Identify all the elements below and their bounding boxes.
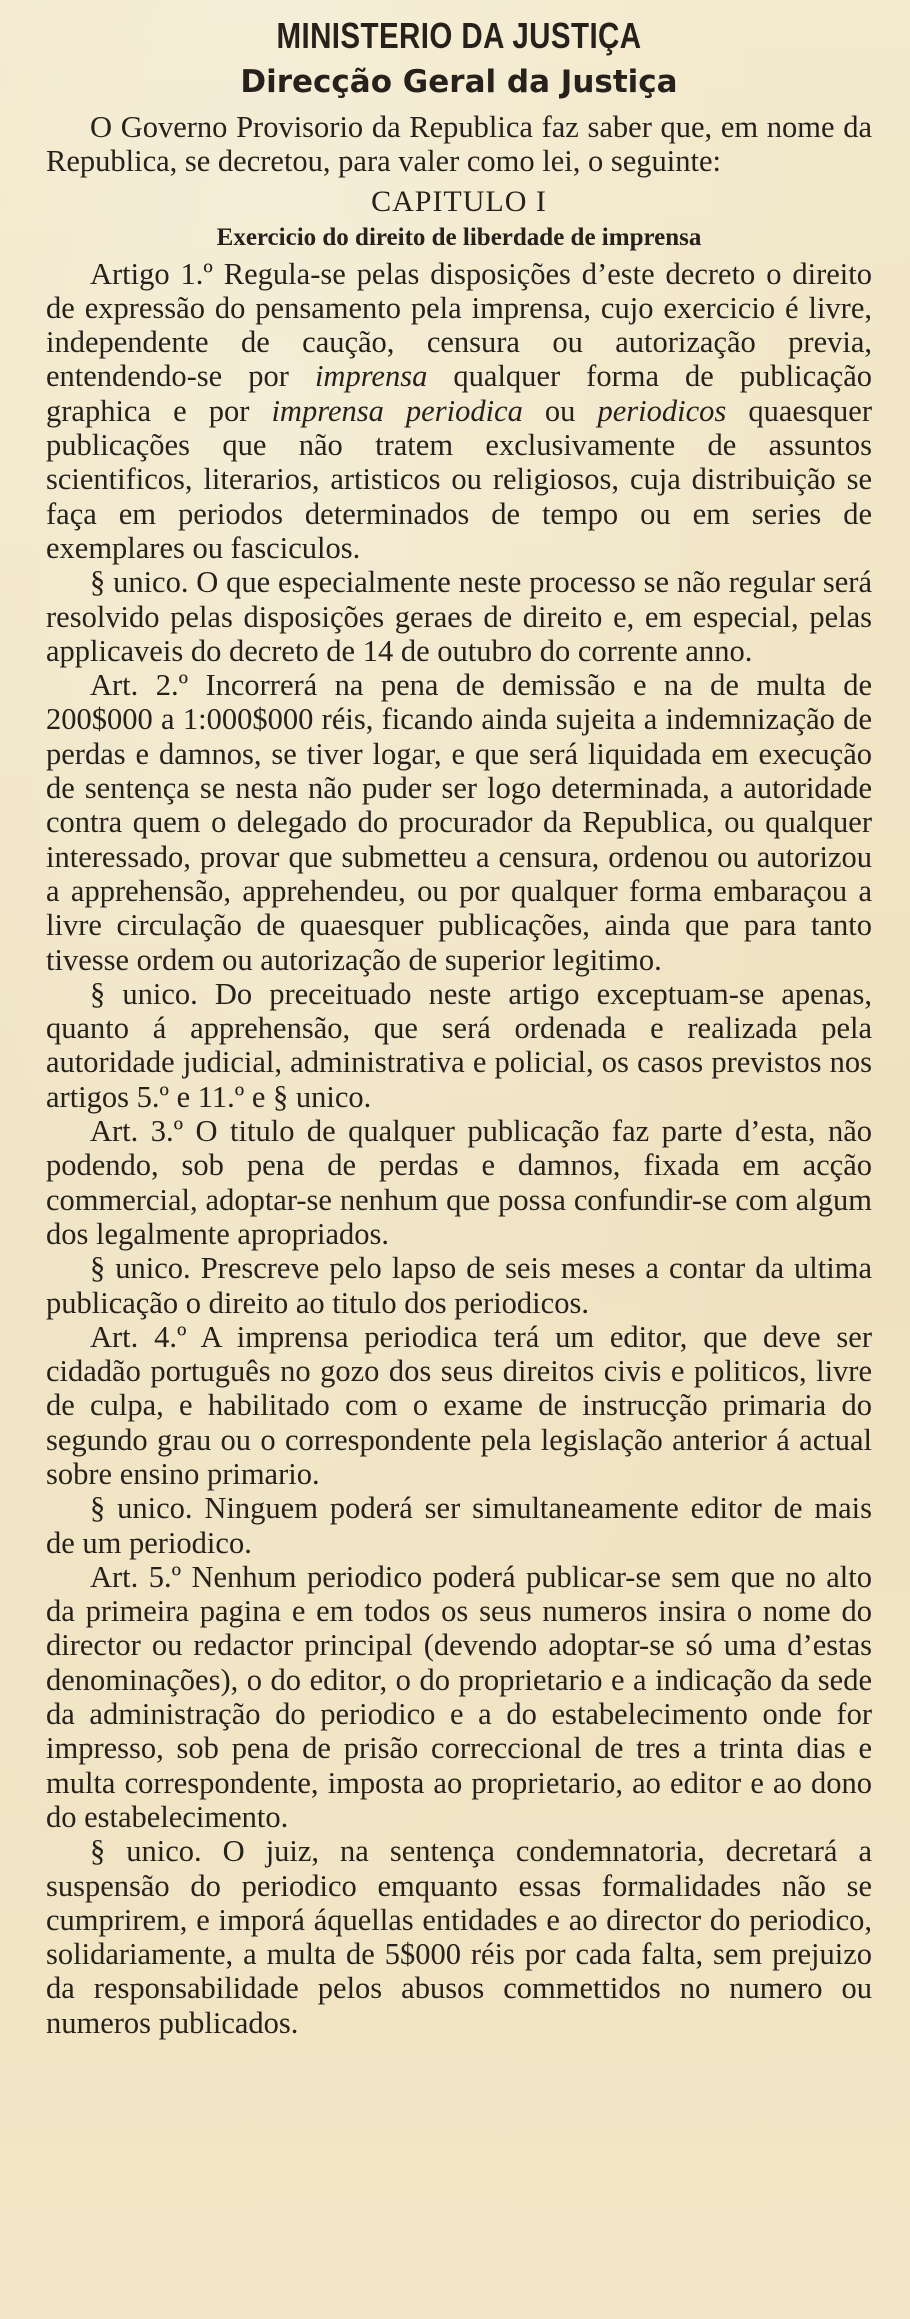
chapter-subtitle: Exercicio do direito de liberdade de imprensa <box>216 223 702 251</box>
article-1-text-d: quaesquer publicações que não tratem exclusivamente de assuntos scientificos, literarios, artisticos ou religiosos, cuja distribuição se faça em periodos determinados de tempo ou em series de exemplares ou fasciculos. <box>46 393 873 565</box>
decree-intro: O Governo Provisorio da Republica faz saber que, em nome da Republica, se decretou, para valer como lei, o seguinte: <box>46 110 872 179</box>
article-2-paragraph-unico: § unico. Do preceituado neste artigo exceptuam-se apenas, quanto á apprehensão, que será ordenada e realizada pela autoridade judicial, administrativa e policial, os casos previstos nos artigos 5.º e 11.º e § unico. <box>46 976 872 1114</box>
article-1-text-a: Artigo 1.º Regula-se pelas disposições d’este decreto o direito de expressão do pensamento pela imprensa, cujo exercicio é livre, independente de caução, censura ou autorização previa, entendendo-se por <box>46 256 872 394</box>
article-1-text-b: qualquer forma de publicação graphica e por <box>46 359 872 428</box>
article-1-text-c: ou <box>522 393 598 428</box>
article-1-paragraph-unico: § unico. O que especialmente neste processo se não regular será resolvido pelas disposições geraes de direito e, em especial, pelas applicaveis do decreto de 14 de outubro do corrente anno. <box>46 565 872 668</box>
chapter-title: CAPITULO I <box>371 184 547 218</box>
article-4: Art. 4.º A imprensa periodica terá um editor, que deve ser cidadão português no gozo dos seus direitos civis e politicos, livre de culpa, e habilitado com o exame de instrucção primaria do segundo grau ou o correspondente pela legislação anterior á actual sobre ensino primario. <box>46 1319 872 1491</box>
article-2: Art. 2.º Incorrerá na pena de demissão e na de multa de 200$000 a 1:000$000 réis, ficando ainda sujeita a indemnização de perdas e damnos, se tiver logar, e que será liquidada em execução de sentença se nesta não puder ser logo determinada, a autoridade contra quem o delegado do procurador da Republica, ou qualquer interessado, provar que submetteu a censura, ordenou ou autorizou a apprehensão, apprehendeu, ou por qualquer forma embaraçou a livre circulação de quaesquer publicações, ainda que para tanto tivesse ordem ou autorização de superior legitimo. <box>46 668 872 977</box>
article-5: Art. 5.º Nenhum periodico poderá publicar-se sem que no alto da primeira pagina e em todos os seus numeros insira o nome do director ou redactor principal (devendo adoptar-se só uma d’estas denominações), o do editor, o do proprietario e a indicação da sede da administração do periodico e a do estabelecimento onde for impresso, sob pena de prisão correccional de tres a trinta dias e multa correspondente, imposta ao proprietario, ao editor e ao dono do estabelecimento. <box>46 1559 872 1834</box>
article-1-term-imprensa: imprensa <box>314 359 428 394</box>
article-1-term-imprensa-periodica: imprensa periodica <box>271 393 523 428</box>
article-3: Art. 3.º O titulo de qualquer publicação faz parte d’esta, não podendo, sob pena de perdas e damnos, fixada em acção commercial, adoptar-se nenhum que possa confundir-se com algum dos legalmente apropriados. <box>46 1114 872 1251</box>
direction-heading: Direcção Geral da Justiça <box>240 64 678 100</box>
article-5-paragraph-unico: § unico. O juiz, na sentença condemnatoria, decretará a suspensão do periodico emquanto essas formalidades não se cumprirem, e imporá áquellas entidades e ao director do periodico, solidariamente, a multa de 5$000 réis por cada falta, sem prejuizo da responsabilidade pelos abusos commettidos no numero ou numeros publicados. <box>46 1834 872 2040</box>
article-4-paragraph-unico: § unico. Ninguem poderá ser simultaneamente editor de mais de um periodico. <box>46 1491 872 1560</box>
article-3-paragraph-unico: § unico. Prescreve pelo lapso de seis meses a contar da ultima publicação o direito ao titulo dos periodicos. <box>46 1251 872 1320</box>
article-1 <box>46 257 872 566</box>
ministry-heading: MINISTERIO DA JUSTIÇA <box>276 15 642 56</box>
article-1-term-periodicos: periodicos <box>597 393 727 428</box>
